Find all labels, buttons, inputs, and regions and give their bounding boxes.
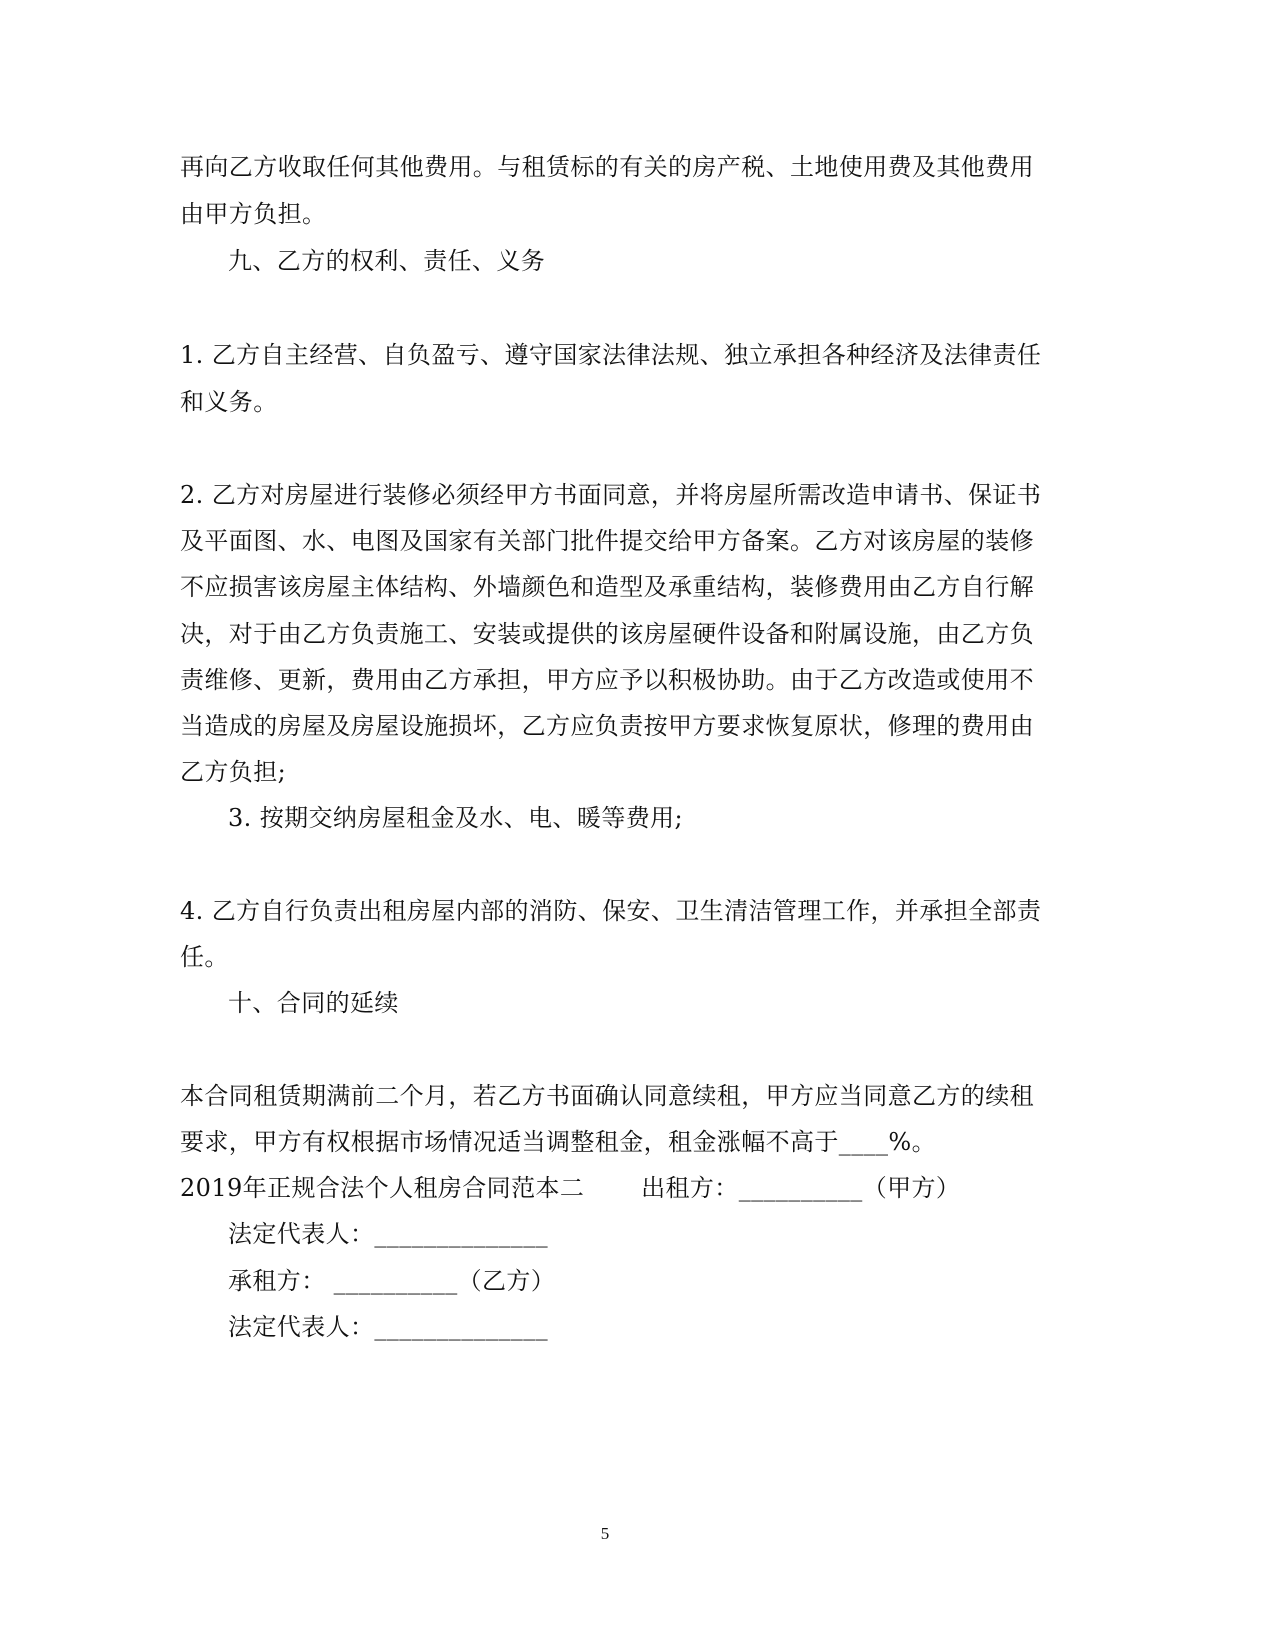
section-heading-9: 九、乙方的权利、责任、义务	[228, 247, 546, 275]
text-line: 乙方负担;	[180, 758, 287, 786]
text-line: 责维修、更新，费用由乙方承担，甲方应予以积极协助。由于乙方改造或使用不	[180, 666, 1034, 694]
text-line: 当造成的房屋及房屋设施损坏，乙方应负责按甲方要求恢复原状，修理的费用由	[180, 712, 1034, 740]
page-number: 5	[600, 1524, 610, 1543]
clause-item-1: 1. 乙方自主经营、自负盈亏、遵守国家法律法规、独立承担各种经济及法律责任	[180, 341, 1042, 369]
text-line: 由甲方负担。	[180, 200, 327, 228]
signature-line: 法定代表人：______________	[228, 1220, 548, 1248]
section-heading-10: 十、合同的延续	[228, 989, 399, 1017]
text-line: 本合同租赁期满前二个月，若乙方书面确认同意续租，甲方应当同意乙方的续租	[180, 1082, 1034, 1110]
signature-line: 法定代表人：______________	[228, 1313, 548, 1341]
text-line: 和义务。	[180, 388, 278, 416]
text-line: 决，对于由乙方负责施工、安装或提供的该房屋硬件设备和附属设施，由乙方负	[180, 620, 1034, 648]
clause-item-2: 2. 乙方对房屋进行装修必须经甲方书面同意，并将房屋所需改造申请书、保证书	[180, 481, 1042, 509]
text-line: 及平面图、水、电图及国家有关部门批件提交给甲方备案。乙方对该房屋的装修	[180, 527, 1034, 555]
clause-item-4: 4. 乙方自行负责出租房屋内部的消防、保安、卫生清洁管理工作，并承担全部责	[180, 897, 1042, 925]
signature-line: 承租方： __________（乙方）	[228, 1267, 556, 1295]
text-line: 任。	[180, 943, 229, 971]
text-line: 再向乙方收取任何其他费用。与租赁标的有关的房产税、土地使用费及其他费用	[180, 153, 1034, 181]
text-line: 要求，甲方有权根据市场情况适当调整租金，租金涨幅不高于____%。	[180, 1128, 937, 1156]
text-line: 不应损害该房屋主体结构、外墙颜色和造型及承重结构，装修费用由乙方自行解	[180, 573, 1034, 601]
contract-title-line: 2019年正规合法个人租房合同范本二 出租方：__________（甲方）	[180, 1174, 961, 1202]
clause-item-3: 3. 按期交纳房屋租金及水、电、暖等费用;	[228, 804, 684, 832]
